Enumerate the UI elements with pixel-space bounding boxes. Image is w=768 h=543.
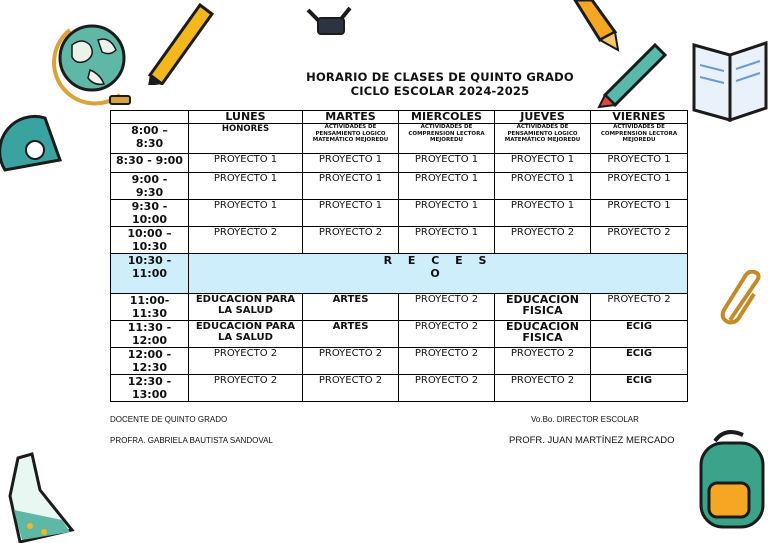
schedule-cell: PROYECTO 2 — [591, 227, 688, 254]
schedule-cell: PROYECTO 2 — [495, 348, 591, 375]
time-slot: 8:00 – 8:30 — [111, 124, 189, 154]
school-year-subtitle: CICLO ESCOLAR 2024-2025 — [350, 84, 530, 98]
schedule-cell: PROYECTO 1 — [189, 200, 303, 227]
schedule-cell: HONORES — [189, 124, 303, 154]
table-row — [111, 321, 688, 348]
schedule-cell: PROYECTO 1 — [591, 200, 688, 227]
time-slot: 9:00 - 9:30 — [111, 173, 189, 200]
schedule-cell: PROYECTO 2 — [495, 227, 591, 254]
schedule-cell: PROYECTO 1 — [591, 154, 688, 173]
schedule-cell: PROYECTO 1 — [303, 200, 399, 227]
table-row — [111, 294, 688, 321]
backpack-icon — [695, 425, 768, 530]
time-slot: 8:30 - 9:00 — [111, 154, 189, 173]
schedule-cell: ACTIVIDADES DE COMPRENSION LECTORA MEJOREDU — [591, 124, 688, 154]
paperclip-icon — [720, 270, 768, 330]
open-book-icon — [690, 35, 768, 130]
schedule-cell: PROYECTO 2 — [495, 375, 591, 402]
schedule-cell: PROYECTO 1 — [189, 154, 303, 173]
header-empty — [111, 111, 189, 124]
schedule-cell: PROYECTO 1 — [399, 227, 495, 254]
table-row — [111, 348, 688, 375]
schedule-cell: EDUCACION PARA LA SALUD — [189, 321, 303, 348]
flask-icon — [0, 450, 80, 543]
time-slot: 10:00 – 10:30 — [111, 227, 189, 254]
schedule-cell: PROYECTO 1 — [189, 173, 303, 200]
schedule-cell: PROYECTO 1 — [399, 173, 495, 200]
recess-label: R E C E S O — [189, 254, 688, 294]
schedule-cell: ACTIVIDADES DE COMPRENSION LECTORA MEJOREDU — [399, 124, 495, 154]
schedule-title: HORARIO DE CLASES DE QUINTO GRADO — [306, 70, 574, 84]
header-wednesday: MIERCOLES — [399, 111, 495, 124]
recess-row — [111, 254, 688, 294]
schedule-cell: PROYECTO 1 — [495, 173, 591, 200]
schedule-cell: PROYECTO 2 — [303, 227, 399, 254]
schedule-cell: PROYECTO 2 — [591, 294, 688, 321]
schedule-cell: ARTES — [303, 321, 399, 348]
schedule-cell: ECIG — [591, 321, 688, 348]
schedule-cell: PROYECTO 1 — [303, 154, 399, 173]
header-friday: VIERNES — [591, 111, 688, 124]
schedule-cell: PROYECTO 1 — [303, 173, 399, 200]
time-slot: 11:00- 11:30 — [111, 294, 189, 321]
schedule-cell: PROYECTO 2 — [189, 375, 303, 402]
class-schedule-table — [110, 110, 688, 402]
schedule-cell: PROYECTO 2 — [189, 227, 303, 254]
table-row — [111, 200, 688, 227]
table-row — [111, 154, 688, 173]
schedule-cell: ACTIVIDADES DE PENSAMIENTO LOGICO MATEMÁTICO MEJOREDU — [495, 124, 591, 154]
table-row — [111, 124, 688, 154]
schedule-cell: ECIG — [591, 348, 688, 375]
time-slot: 12:30 - 13:00 — [111, 375, 189, 402]
schedule-cell: PROYECTO 2 — [189, 348, 303, 375]
protractor-icon — [0, 110, 65, 180]
header-monday: LUNES — [189, 111, 303, 124]
teacher-role-label: DOCENTE DE QUINTO GRADO — [110, 415, 228, 424]
table-header-row — [111, 111, 688, 124]
table-row — [111, 375, 688, 402]
director-name-label: PROFR. JUAN MARTÍNEZ MERCADO — [509, 435, 675, 446]
schedule-cell: PROYECTO 2 — [399, 348, 495, 375]
schedule-cell: EDUCACION FISICA — [495, 321, 591, 348]
header-thursday: JUEVES — [495, 111, 591, 124]
schedule-cell: PROYECTO 1 — [591, 173, 688, 200]
schedule-cell: EDUCACION FISICA — [495, 294, 591, 321]
marker-icon — [595, 35, 675, 110]
director-role-label: Vo.Bo. DIRECTOR ESCOLAR — [531, 415, 639, 424]
schedule-cell: EDUCACION PARA LA SALUD — [189, 294, 303, 321]
time-slot: 12:00 - 12:30 — [111, 348, 189, 375]
teacher-name-label: PROFRA. GABRIELA BAUTISTA SANDOVAL — [110, 436, 273, 445]
schedule-cell: ARTES — [303, 294, 399, 321]
schedule-cell: ECIG — [591, 375, 688, 402]
schedule-cell: PROYECTO 2 — [399, 294, 495, 321]
schedule-cell: PROYECTO 2 — [303, 348, 399, 375]
schedule-cell: PROYECTO 1 — [495, 154, 591, 173]
table-row — [111, 227, 688, 254]
schedule-cell: PROYECTO 1 — [399, 200, 495, 227]
pencil-icon — [140, 0, 220, 85]
header-tuesday: MARTES — [303, 111, 399, 124]
schedule-cell: PROYECTO 1 — [495, 200, 591, 227]
schedule-cell: PROYECTO 2 — [399, 375, 495, 402]
schedule-cell: PROYECTO 1 — [399, 154, 495, 173]
time-slot: 9:30 - 10:00 — [111, 200, 189, 227]
schedule-cell: ACTIVIDADES DE PENSAMIENTO LOGICO MATEMÁTICO MEJOREDU — [303, 124, 399, 154]
globe-icon — [50, 10, 140, 110]
time-slot: 10:30 - 11:00 — [111, 254, 189, 294]
table-row — [111, 173, 688, 200]
schedule-cell: PROYECTO 2 — [303, 375, 399, 402]
binder-clip-icon — [300, 0, 360, 40]
time-slot: 11:30 - 12:00 — [111, 321, 189, 348]
schedule-cell: PROYECTO 2 — [399, 321, 495, 348]
